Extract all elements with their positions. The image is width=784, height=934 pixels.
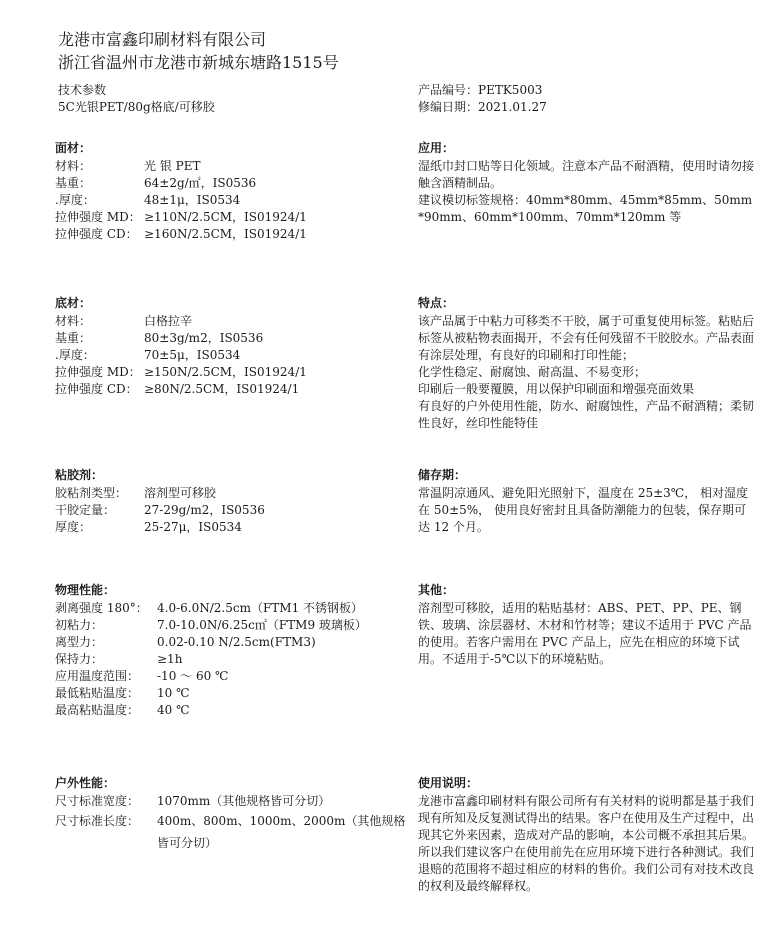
physical-row: 最高粘贴温度： 40 ℃ [55,703,190,717]
usage-text: 龙港市富鑫印刷材料有限公司所有有关材料的说明都是基于我们现有所知及反复测试得出的结果。客户在使用及生产过程中，出现其它外来因素，造成对产品的影响，本公司概不承担其后果。所以我们建议客户在使用前先在应用环境下进行各种测试。我们退赔的范围将不超过相应的材料的售价。我们公司有对技术改良的权利及最终解释权。 [418,794,755,893]
base-row: 基重： 80±3g/m2，IS0536 [55,331,264,345]
face-row: 材料： 光 银 PET [55,159,201,173]
features-text: 印刷后一般要覆膜，用以保护印刷面和增强亮面效果 [418,382,695,396]
face-material-title: 面材： [55,141,92,155]
physical-row: 应用温度范围： -10 ～ 60 ℃ [55,669,229,683]
adhesive-row: 干胶定量： 27-29g/m2，IS0536 [55,503,265,517]
face-row: 拉伸强度 MD： ≥110N/2.5CM，IS01924/1 [55,210,307,224]
outdoor-row: 尺寸标准长度： 400m、800m、1000m、2000m（其他规格皆可分切） [55,814,406,850]
storage-section [418,467,754,536]
base-material-section [55,295,385,398]
product-description: 5C光银PET/80g格底/可移胶 [58,100,215,114]
physical-row: 保持力： ≥1h [55,652,183,666]
physical-section [55,582,395,719]
usage-title: 使用说明： [418,776,479,790]
features-text: 该产品属于中粘力可移类不干胶，属于可重复使用标签。粘贴后标签从被粘物表面揭开，不会有任何残留不干胶胶水。产品表面有涂层处理，有良好的印刷和打印性能； [418,314,755,362]
face-material-section [55,140,385,243]
adhesive-row: 厚度： 25-27μ，IS0534 [55,520,242,534]
physical-title: 物理性能： [55,583,116,597]
base-material-title: 底材： [55,296,92,310]
other-text: 溶剂型可移胶，适用的粘贴基材：ABS、PET、PP、PE、钢铁、玻璃、涂层器材、木材和竹材等；建议不适用于 PVC 产品的使用。若客户需用在 PVC 产品上，应先在相应的环境下试用。不适用于-5℃以下的环境粘贴。 [418,601,752,666]
other-title: 其他： [418,583,455,597]
physical-row: 初粘力： 7.0-10.0N/6.25c㎡（FTM9 玻璃板） [55,618,367,632]
application-text: 湿纸巾封口贴等日化领域。注意本产品不耐酒精，使用时请勿接触含酒精制品。 [418,159,755,190]
base-row: .厚度： 70±5μ，IS0534 [55,348,241,362]
company-address: 浙江省温州市龙港市新城东塘路1515号 [58,53,339,72]
revision-date: 修编日期：2021.01.27 [418,100,547,114]
base-row: 拉伸强度 CD： ≥80N/2.5CM，IS01924/1 [55,382,300,396]
adhesive-title: 粘胶剂： [55,468,104,482]
face-row: 基重： 64±2g/㎡，IS0536 [55,176,257,190]
product-code: 产品编号：PETK5003 [418,83,543,97]
base-row: 拉伸强度 MD： ≥150N/2.5CM，IS01924/1 [55,365,307,379]
outdoor-row: 尺寸标准宽度： 1070mm（其他规格皆可分切） [55,794,331,808]
storage-title: 储存期： [418,468,467,482]
physical-row: 剥离强度 180°： 4.0-6.0N/2.5cm（FTM1 不锈钢板） [55,601,364,615]
application-label-sizes: 建议模切标签规格：40mm*80mm、45mm*85mm、50mm*90mm、60mm*100mm、70mm*120mm 等 [418,193,753,224]
adhesive-section [55,467,385,536]
application-section [418,140,754,226]
outdoor-title: 户外性能： [55,776,116,790]
face-row: 拉伸强度 CD： ≥160N/2.5CM，IS01924/1 [55,227,307,241]
features-text: 有良好的户外使用性能，防水、耐腐蚀性，产品不耐酒精；柔韧性良好，丝印性能特佳 [418,399,755,430]
physical-row: 最低粘贴温度： 10 ℃ [55,686,190,700]
adhesive-row: 胶粘剂类型： 溶剂型可移胶 [55,486,217,500]
outdoor-section [55,775,410,854]
physical-row: 离型力： 0.02-0.10 N/2.5cm(FTM3) [55,635,316,649]
company-name: 龙港市富鑫印刷材料有限公司 [58,30,267,49]
features-text: 化学性稳定、耐腐蚀、耐高温、不易变形； [418,365,647,379]
face-row: .厚度： 48±1μ，IS0534 [55,193,241,207]
storage-text: 常温阴凉通风、避免阳光照射下，温度在 25±3℃， 相对湿度在 50±5%， 使用良好密封且具备防潮能力的包装，保存期可达 12 个月。 [418,486,749,534]
base-row: 材料： 白格拉辛 [55,314,193,328]
usage-section [418,775,754,895]
doc-title: 技术参数 [58,83,107,97]
features-section [418,295,754,432]
features-title: 特点： [418,296,455,310]
other-section [418,582,754,668]
application-title: 应用： [418,141,455,155]
